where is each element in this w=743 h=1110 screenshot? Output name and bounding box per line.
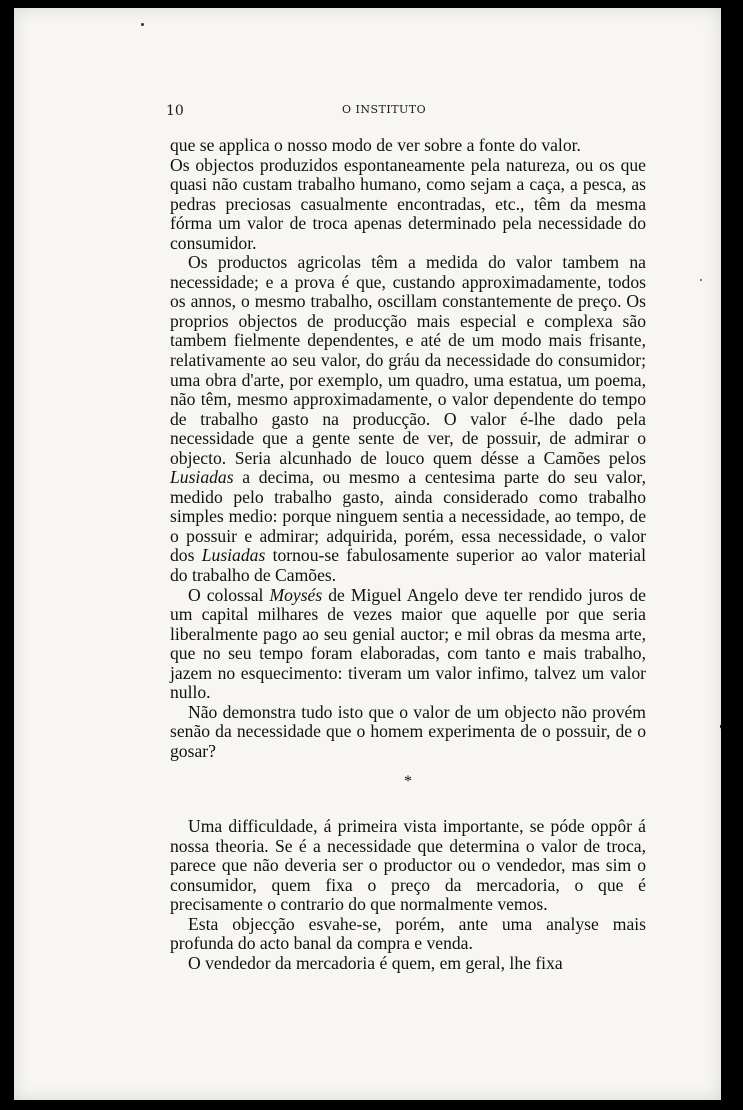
italic-title: Moysés: [269, 584, 323, 605]
page-body: [170, 136, 646, 973]
page-header: [162, 97, 642, 119]
paragraph: Os objectos produzidos espontaneamente pela natureza, ou os que quasi não custam trabalho humano, como sejam a caça, a pesca, as pedras preciosas casualmente encontradas, etc., têm da mesma fórma um valor de troca apenas determinado pela necessidade do consumidor.: [170, 154, 646, 253]
ink-speck: [700, 279, 702, 281]
running-title: O INSTITUTO: [342, 103, 427, 116]
book-page: [14, 8, 721, 1100]
ink-speck: [141, 23, 144, 26]
section-separator: *: [404, 772, 412, 790]
paragraph: O vendedor da mercadoria é quem, em geral, lhe fixa: [188, 952, 563, 973]
paragraph: Os productos agricolas têm a medida do valor tambem na necessidade; e a prova é que, custando approximadamente, todos os annos, o mesmo trabalho, oscillam constantemente de preço. Os proprios objectos de producção mais especial e complexa são tambem fielmente dependentes, e até de um modo mais frisante, relativamente ao seu valor, do gráu da necessidade do consumidor; uma obra d'arte, por exemplo, um quadro, uma estatua, um poema, não têm, mesmo approximadamente, o valor dependente do tempo de trabalho gasto na producção. O valor é-lhe dado pela necessidade que a gente sente de ver, de possuir, de admirar o objecto. Seria alcunhado de louco quem désse a Camões pelos Lusiadas a decima, ou mesmo a centesima parte do seu valor, medido pelo trabalho gasto, ainda considerado como trabalho simples medio: porque ninguem sentia a necessidade, ao tempo, de o possuir e admirar; adquirida, porém, essa necessidade, o valor dos Lusiadas tornou-se fabulosamente superior ao valor material do trabalho de Camões.: [170, 252, 647, 586]
italic-title: Lusiadas: [170, 467, 234, 488]
italic-title: Lusiadas: [201, 545, 266, 566]
paragraph: Esta objecção esvahe-se, porém, ante uma analyse mais profunda do acto banal da compra e venda.: [170, 913, 646, 954]
paragraph: Não demonstra tudo isto que o valor de um objecto não provém senão da necessidade que o homem experimenta de o possuir, de o gosar?: [170, 701, 646, 761]
margin-mark: [720, 724, 728, 729]
page-number: 10: [166, 103, 184, 119]
paragraph-continued: que se applica o nosso modo de ver sobre a fonte do valor.: [170, 135, 581, 155]
paragraph: Uma difficuldade, á primeira vista importante, se póde oppôr á nossa theoria. Se é a necessidade que determina o valor de troca, parece que não deveria ser o productor ou o vendedor, mas sim o consumidor, quem fixa o preço da mercadoria, o que é precisamente o contrario do que normalmente vemos.: [170, 816, 646, 915]
paragraph: O colossal Moysés de Miguel Angelo deve ter rendido juros de um capital milhares de vezes maior que aquelle por que seria liberalmente pago ao seu genial auctor; e mil obras da mesma arte, que no seu tempo foram elaboradas, com tanto e mais trabalho, jazem no esquecimento: tiveram um valor infimo, talvez um valor nullo.: [170, 584, 646, 703]
